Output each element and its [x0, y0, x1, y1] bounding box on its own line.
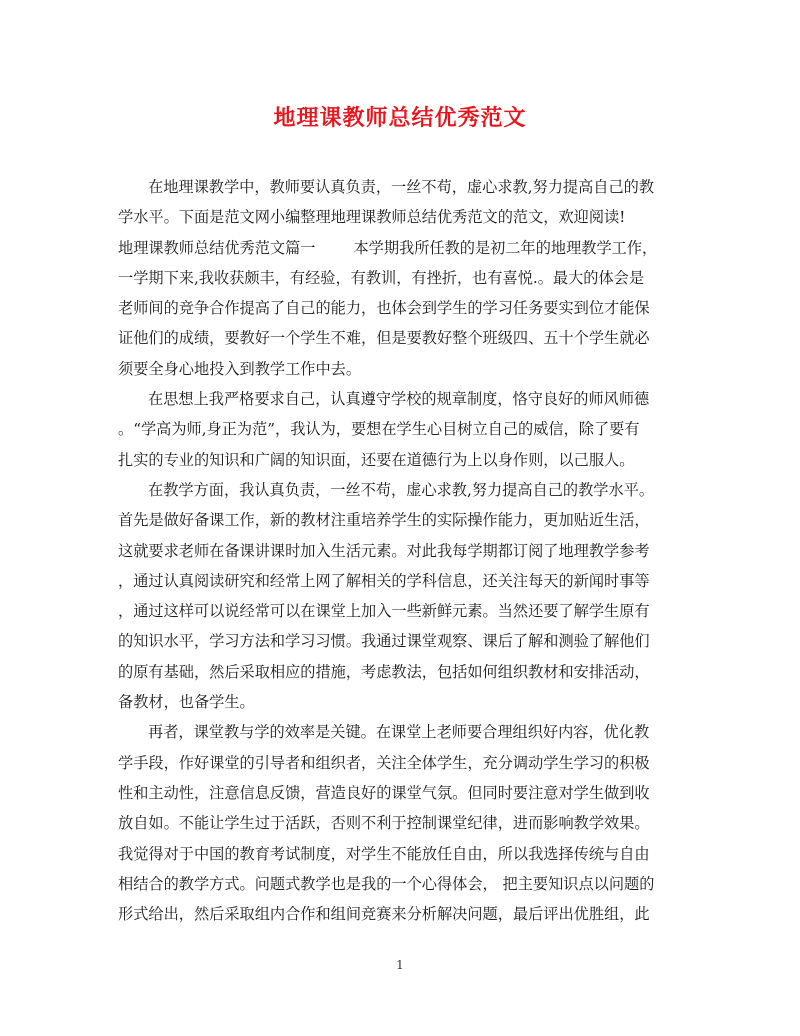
text-line: 形式给出，然后采取组内合作和组间竞赛来分析解决问题，最后评出优胜组，此 [118, 905, 650, 924]
text-line: 一学期下来,我收获颇丰，有经验，有教训，有挫折，也有喜悦.。最大的体会是 [118, 268, 645, 287]
text-line: 相结合的教学方式。问题式教学也是我的一个心得体会， 把主要知识点以问题的 [118, 874, 655, 893]
text-line: 在教学方面，我认真负责，一丝不苟，虚心求教,努力提高自己的教学水平。 [148, 480, 655, 499]
text-line: 这就要求老师在备课讲课时加入生活元素。对此我每学期都订阅了地理教学参考 [118, 541, 650, 560]
text-line: 学手段，作好课堂的引导者和组织者，关注全体学生，充分调动学生学习的积极 [118, 753, 650, 772]
text-line: 备教材，也备学生。 [118, 693, 255, 712]
text-line: ，通过认真阅读研究和经常上网了解相关的学科信息，还关注每天的新闻时事等 [118, 571, 650, 590]
text-line: 在思想上我严格要求自己，认真遵守学校的规章制度，恪守良好的师风师德 [148, 390, 650, 409]
section-heading: 地理课教师总结优秀范文篇一 [118, 238, 316, 257]
text-line: 的原有基础，然后采取相应的措施，考虑教法，包括如何组织教材和安排活动， [118, 662, 650, 681]
text-line: ，通过这样可以说经常可以在课堂上加入一些新鲜元素。当然还要了解学生原有 [118, 602, 650, 621]
text-line: 在地理课教学中，教师要认真负责，一丝不苟，虚心求教,努力提高自己的教 [148, 178, 655, 196]
text-line: 老师间的竞争合作提高了自己的能力，也体会到学生的学习任务要实到位才能保 [118, 299, 650, 318]
page-number: 1 [396, 958, 404, 972]
text-line: 扎实的专业的知识和广阔的知识面，还要在道德行为上以身作则，以己服人。 [118, 450, 635, 469]
text-line: 学水平。下面是范文网小编整理地理课教师总结优秀范文的范文，欢迎阅读! [118, 208, 626, 227]
text-line: 首先是做好备课工作，新的教材注重培养学生的实际操作能力，更加贴近生活， [118, 511, 650, 530]
text-line: 我觉得对于中国的教育考试制度，对学生不能放任自由，所以我选择传统与自由 [118, 844, 650, 863]
document-body [118, 172, 680, 929]
text-line: 的知识水平，学习方法和学习习惯。我通过课堂观察、课后了解和测验了解他们 [118, 632, 650, 651]
text-line: 证他们的成绩，要教好一个学生不难，但是要教好整个班级四、五十个学生就必 [118, 329, 650, 348]
text-line: 再者，课堂教与学的效率是关键。在课堂上老师要合理组织好内容，优化教 [148, 723, 650, 742]
text-line: 放自如。不能让学生过于活跃，否则不利于控制课堂纪律，进而影响教学效果。 [118, 814, 650, 833]
text-line: 性和主动性，注意信息反馈，营造良好的课堂气氛。但同时要注意对学生做到收 [118, 783, 650, 802]
text-line: 本学期我所任教的是初二年的地理教学工作， [353, 238, 658, 257]
text-line: 。“学高为师,身正为范”，我认为，要想在学生心目树立自己的威信，除了要有 [118, 420, 640, 439]
page-title: 地理课教师总结优秀范文 [273, 105, 527, 131]
text-line: 须要全身心地投入到教学工作中去。 [118, 359, 361, 378]
section-heading-line [118, 233, 680, 263]
